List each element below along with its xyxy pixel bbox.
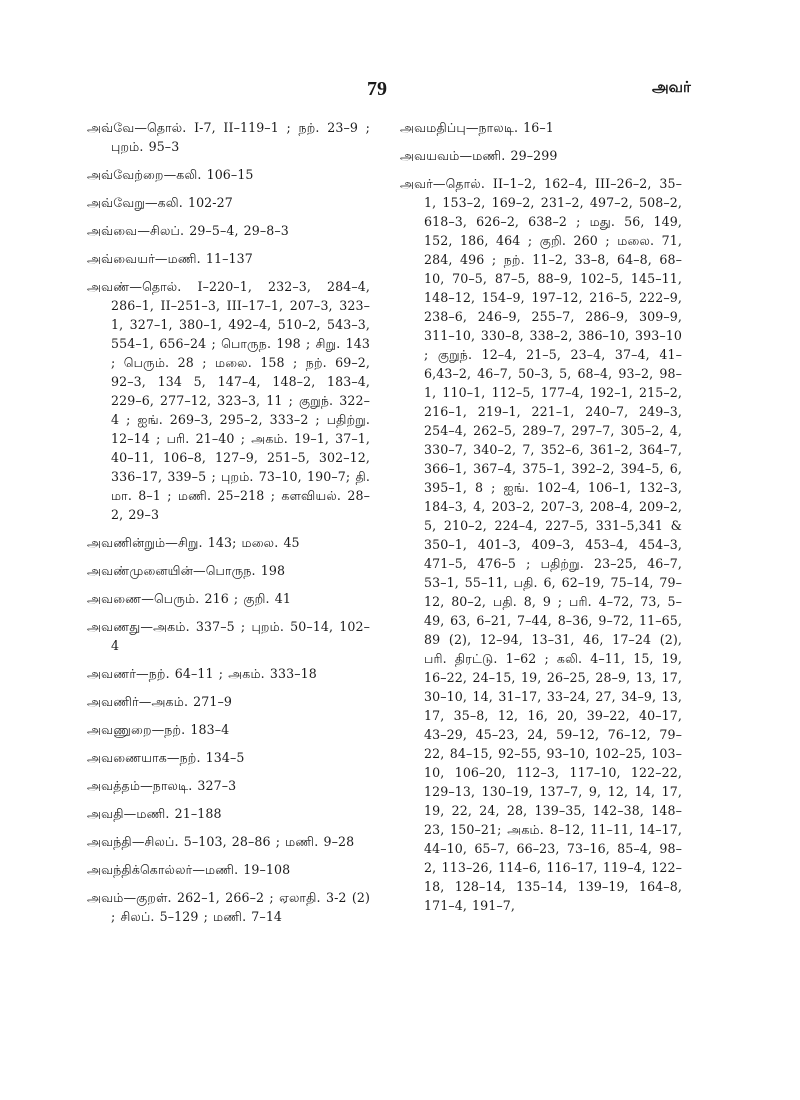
index-entry: அவணை—பெரும். 216 ; குறி. 41 xyxy=(87,591,291,606)
index-entry: அவண்—தொல். I–220–1, 232–3, 284–4, 286–1, II–251–3, III–17–1, 207–3, 323–1, 327–1, 380–1, 492–4, 510–2, 543–3, 554–1, 656–24 ; பொருந. 198 ; சிறு. 143 ; பெரும். 28 ; மலை. 158 ; நற். 69–2, 92–3, 134 5, 147–4, 148–2, 183–4, 229–6, 277–12, 323–3, 11 ; குறுந். 322–4 ; ஐங். 269–3, 295–2, 333–2 ; பதிற்று. 12–14 ; பரி. 21–40 ; அகம். 19–1, 37–1, 40–11, 106–8, 127–9, 251–5, 302–12, 336–17, 339–5 ; புறம். 73–10, 190–7; தி. மா. 8–1 ; மணி. 25–218 ; களவியல். 28–2, 29–3 xyxy=(87,279,370,522)
index-entry: அவ்வே—தொல். I-7, II–119–1 ; நற். 23–9 ; புறம். 95–3 xyxy=(87,120,370,154)
index-entry: அவண்முனையின்—பொருந. 198 xyxy=(87,563,286,578)
index-entry: அவர்—தொல். II–1–2, 162–4, III–26–2, 35–1, 153–2, 169–2, 231–2, 497–2, 508–2, 618–3, 626–2, 638–2 ; மது. 56, 149, 152, 186, 464 ; குறி. 260 ; மலை. 71, 284, 496 ; நற். 11–2, 33–8, 64–8, 68–10, 70–5, 87–5, 88–9, 102–5, 145–11, 148–12, 154–9, 197–12, 216–5, 222–9, 238–6, 246–9, 255–7, 286–9, 309–9, 311–10, 330–8, 338–2, 386–10, 393–10 ; குறுந். 12–4, 21–5, 23–4, 37–4, 41–6,43–2, 46–7, 50–3, 5, 68–4, 93–2, 98–1, 110–1, 112–5, 177–4, 192–1, 215–2, 216–1, 219–1, 221–1, 240–7, 249–3, 254–4, 262–5, 289–7, 297–7, 305–2, 4, 330–7, 340–2, 7, 352–6, 361–2, 364–7, 366–1, 367–4, 375–1, 392–2, 394–5, 6, 395–1, 8 ; ஐங். 102–4, 106–1, 132–3, 184–3, 4, 203–2, 207–3, 208–4, 209–2, 5, 210–2, 224–4, 227–5, 331–5,341 & 350–1, 401–3, 409–3, 453–4, 454–3, 471–5, 476–5 ; பதிற்று. 23–25, 46–7, 53–1, 55–11, பதி. 6, 62–19, 75–14, 79–12, 80–2, பதி. 8, 9 ; பரி. 4–72, 73, 5–49, 63, 6–21, 7–44, 8–36, 9–72, 11–65, 89 (2), 12–94, 13–31, 46, 17–24 (2), பரி. திரட்டு. 1–62 ; கலி. 4–11, 15, 19, 16–22, 24–15, 19, 26–25, 28–9, 13, 17, 30–10, 14, 31–17, 33–24, 27, 34–9, 13, 17, 35–8, 12, 16, 20, 39–22, 40–17, 43–29, 45–23, 24, 59–12, 76–12, 79–22, 84–15, 92–55, 93–10, 102–25, 103–10, 106–20, 112–3, 117–10, 122–22, 129–13, 130–19, 137–7, 9, 12, 14, 17, 19, 22, 24, 28, 139–35, 142–38, 148–23, 150–21; அகம். 8–12, 11–11, 14–17, 44–10, 65–7, 66–23, 73–16, 85–4, 98–2, 113–26, 114–6, 116–17, 119–4, 122–18, 128–14, 135–14, 139–19, 164–8, 171–4, 191–7, xyxy=(400,176,682,913)
left-column xyxy=(87,118,370,935)
index-entry: அவணிர்—அகம். 271–9 xyxy=(87,694,232,709)
index-entry: அவ்வை—சிலப். 29–5–4, 29–8–3 xyxy=(87,223,289,238)
index-entry: அவணர்—நற். 64–11 ; அகம். 333–18 xyxy=(87,666,317,681)
index-entry: அவத்தம்—நாலடி. 327–3 xyxy=(87,778,237,793)
index-entry: அவ்வேற்றை—கலி. 106–15 xyxy=(87,167,254,182)
index-entry: அவந்தி—சிலப். 5–103, 28–86 ; மணி. 9–28 xyxy=(87,834,355,849)
running-head: அவர் xyxy=(652,78,691,96)
index-entry: அவம்—குறள். 262–1, 266–2 ; ஏலாதி. 3-2 (2) ; சிலப். 5–129 ; மணி. 7–14 xyxy=(87,890,370,924)
index-entry: அவமதிப்பு—நாலடி. 16–1 xyxy=(400,120,554,135)
page-number: 79 xyxy=(367,78,387,100)
index-entry: அவணின்றும்—சிறு. 143; மலை. 45 xyxy=(87,535,300,550)
index-entry: அவயவம்—மணி. 29–299 xyxy=(400,148,558,163)
index-entry: அவணது—அகம். 337–5 ; புறம். 50–14, 102–4 xyxy=(87,619,370,653)
index-entry: அவதி—மணி. 21–188 xyxy=(87,806,222,821)
index-entry: அவ்வையர்—மணி. 11–137 xyxy=(87,251,253,266)
index-entry: அவணுறை—நற். 183–4 xyxy=(87,722,230,737)
index-entry: அவந்திக்கொல்லர்—மணி. 19–108 xyxy=(87,862,291,877)
index-entry: அவணையாக—நற். 134–5 xyxy=(87,750,245,765)
page-header xyxy=(0,78,800,102)
right-column xyxy=(400,118,682,924)
index-entry: அவ்வேறு—கலி. 102-27 xyxy=(87,195,233,210)
